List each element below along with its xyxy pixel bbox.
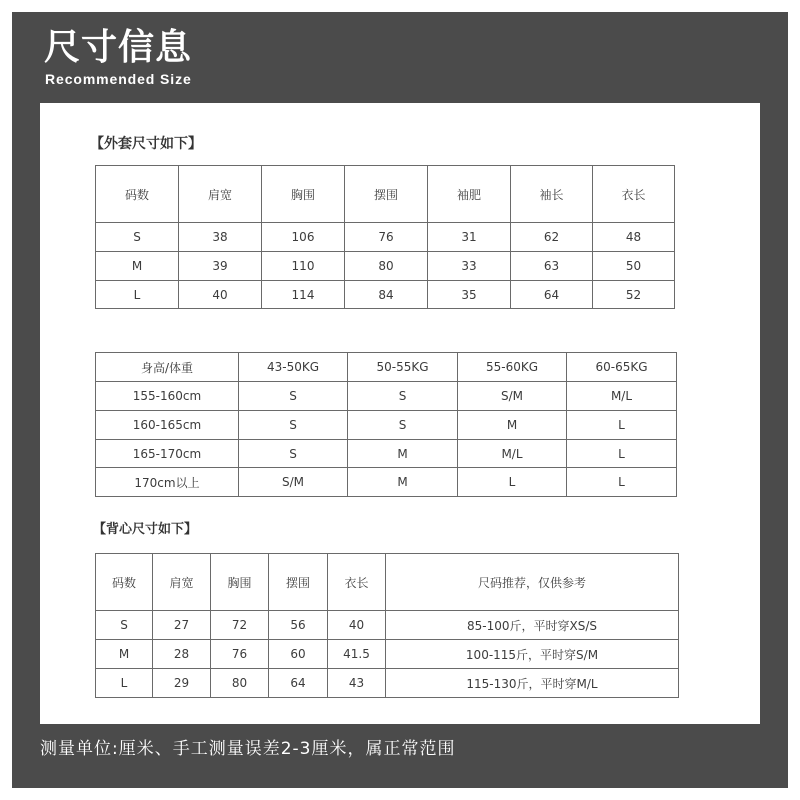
table-cell: M bbox=[96, 252, 179, 281]
table-cell: 114 bbox=[262, 281, 345, 309]
table-cell: 115-130斤，平时穿M/L bbox=[386, 669, 679, 698]
table-cell: S bbox=[239, 411, 348, 440]
table-cell: S bbox=[96, 611, 153, 640]
table-cell: 85-100斤，平时穿XS/S bbox=[386, 611, 679, 640]
table-header-cell: 50-55KG bbox=[348, 353, 458, 382]
table-cell: 80 bbox=[211, 669, 269, 698]
table-cell: 76 bbox=[211, 640, 269, 669]
page-subtitle: Recommended Size bbox=[45, 71, 192, 87]
table-header-cell: 肩宽 bbox=[179, 166, 262, 223]
table-header-cell: 摆围 bbox=[269, 554, 328, 611]
table-cell: L bbox=[458, 468, 567, 497]
table-cell: 56 bbox=[269, 611, 328, 640]
table-cell: 64 bbox=[269, 669, 328, 698]
table-row bbox=[96, 468, 677, 497]
table-cell: 100-115斤，平时穿S/M bbox=[386, 640, 679, 669]
size-panel bbox=[40, 103, 760, 724]
table-header-cell: 身高/体重 bbox=[96, 353, 239, 382]
table-cell: S bbox=[348, 411, 458, 440]
table-header-row bbox=[96, 353, 677, 382]
table-header-cell: 摆围 bbox=[345, 166, 428, 223]
table-cell: S bbox=[239, 382, 348, 411]
table-cell: L bbox=[567, 440, 677, 468]
table-cell: 29 bbox=[153, 669, 211, 698]
table-cell: 84 bbox=[345, 281, 428, 309]
table-cell: 170cm以上 bbox=[96, 468, 239, 497]
table-cell: 27 bbox=[153, 611, 211, 640]
table-row bbox=[96, 611, 679, 640]
table-cell: 35 bbox=[428, 281, 511, 309]
table-cell: 72 bbox=[211, 611, 269, 640]
vest-size-table bbox=[95, 553, 679, 698]
table-cell: 80 bbox=[345, 252, 428, 281]
table-cell: 62 bbox=[511, 223, 593, 252]
table-cell: 63 bbox=[511, 252, 593, 281]
table-cell: 50 bbox=[593, 252, 675, 281]
table-cell: S bbox=[96, 223, 179, 252]
table-cell: 106 bbox=[262, 223, 345, 252]
table-row bbox=[96, 281, 675, 309]
table-cell: S bbox=[348, 382, 458, 411]
table-cell: 28 bbox=[153, 640, 211, 669]
table-cell: 40 bbox=[179, 281, 262, 309]
table-row bbox=[96, 252, 675, 281]
table-cell: 31 bbox=[428, 223, 511, 252]
table-cell: M bbox=[458, 411, 567, 440]
table-cell: 165-170cm bbox=[96, 440, 239, 468]
measurement-note: 测量单位:厘米、手工测量误差2-3厘米，属正常范围 bbox=[40, 739, 456, 759]
table-cell: L bbox=[567, 411, 677, 440]
table-cell: 41.5 bbox=[328, 640, 386, 669]
table-row bbox=[96, 223, 675, 252]
table-header-cell: 衣长 bbox=[328, 554, 386, 611]
table-row bbox=[96, 640, 679, 669]
coat-section-label: 【外套尺寸如下】 bbox=[90, 136, 202, 152]
table-cell: M bbox=[348, 468, 458, 497]
table-header-cell: 码数 bbox=[96, 554, 153, 611]
table-cell: 43 bbox=[328, 669, 386, 698]
table-cell: 160-165cm bbox=[96, 411, 239, 440]
page-title: 尺寸信息 bbox=[44, 27, 193, 68]
table-cell: 52 bbox=[593, 281, 675, 309]
table-row bbox=[96, 382, 677, 411]
table-cell: 48 bbox=[593, 223, 675, 252]
table-cell: 110 bbox=[262, 252, 345, 281]
table-header-cell: 尺码推荐，仅供参考 bbox=[386, 554, 679, 611]
table-header-cell: 胸围 bbox=[262, 166, 345, 223]
table-cell: S/M bbox=[458, 382, 567, 411]
table-header-row bbox=[96, 166, 675, 223]
table-cell: M bbox=[96, 640, 153, 669]
table-header-cell: 肩宽 bbox=[153, 554, 211, 611]
table-cell: 155-160cm bbox=[96, 382, 239, 411]
table-cell: 38 bbox=[179, 223, 262, 252]
table-header-cell: 43-50KG bbox=[239, 353, 348, 382]
table-header-cell: 衣长 bbox=[593, 166, 675, 223]
size-recommendation-table bbox=[95, 352, 677, 497]
table-header-cell: 码数 bbox=[96, 166, 179, 223]
table-cell: 40 bbox=[328, 611, 386, 640]
table-cell: 76 bbox=[345, 223, 428, 252]
table-cell: 39 bbox=[179, 252, 262, 281]
table-cell: S/M bbox=[239, 468, 348, 497]
table-cell: M bbox=[348, 440, 458, 468]
table-header-cell: 胸围 bbox=[211, 554, 269, 611]
table-cell: L bbox=[96, 281, 179, 309]
vest-section-label: 【背心尺寸如下】 bbox=[93, 522, 198, 537]
table-header-cell: 袖长 bbox=[511, 166, 593, 223]
table-cell: 60 bbox=[269, 640, 328, 669]
table-header-cell: 袖肥 bbox=[428, 166, 511, 223]
table-cell: 64 bbox=[511, 281, 593, 309]
table-row bbox=[96, 669, 679, 698]
table-cell: S bbox=[239, 440, 348, 468]
table-header-cell: 55-60KG bbox=[458, 353, 567, 382]
table-cell: M/L bbox=[458, 440, 567, 468]
table-header-row bbox=[96, 554, 679, 611]
table-cell: L bbox=[96, 669, 153, 698]
table-row bbox=[96, 411, 677, 440]
table-cell: 33 bbox=[428, 252, 511, 281]
table-cell: L bbox=[567, 468, 677, 497]
table-row bbox=[96, 440, 677, 468]
table-header-cell: 60-65KG bbox=[567, 353, 677, 382]
table-cell: M/L bbox=[567, 382, 677, 411]
coat-size-table bbox=[95, 165, 675, 309]
